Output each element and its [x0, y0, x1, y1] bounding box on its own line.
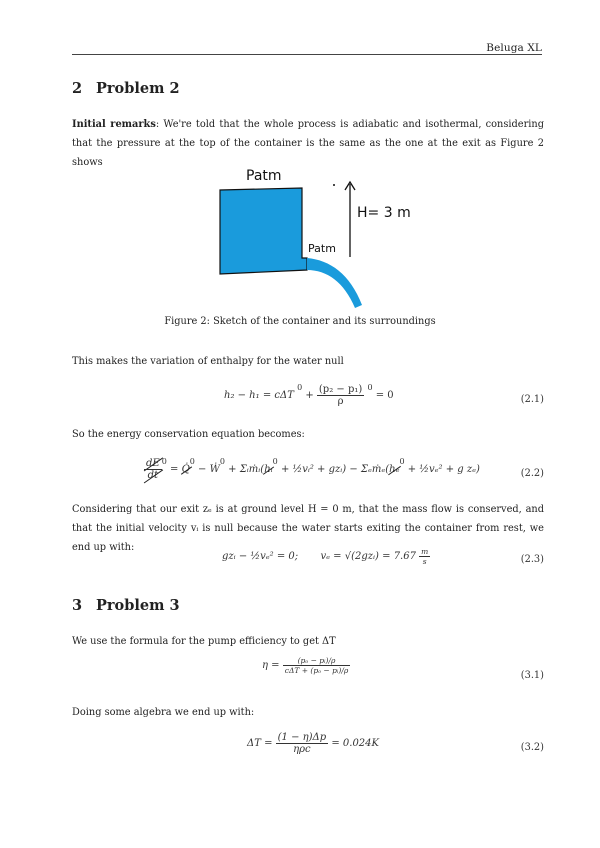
eq-2-1-lhs: h₂ − h₁ = cΔT — [224, 390, 294, 401]
section-3-heading — [72, 597, 180, 614]
container-sketch-svg — [212, 162, 411, 312]
eq-2-1-fraction — [317, 384, 364, 407]
eq-3-1-denominator: cΔT + (pₒ − pᵢ)/ρ — [284, 666, 349, 675]
equation-2-2: $\frac{dE}{dt}$ $^0$ = Q̇$^0$ − Ẇ$^0$ + Σᵢṁᵢ(hᵢ$^0$ + ½vᵢ² + gzᵢ) − Σₑṁₑ(hₑ$^0$ + ½vₑ² + g zₑ) (2.2) — [146, 457, 544, 481]
eq-2-3-unit: $\frac{m}{s}$ — [421, 547, 429, 566]
figure-2-sketch — [212, 162, 411, 312]
figure-2-caption: Figure 2: Sketch of the container and its surroundings — [164, 316, 436, 327]
section-3-number: 3 — [72, 597, 83, 614]
eq-2-2-work: − Ẇ — [198, 464, 220, 475]
container-water-shape — [220, 188, 307, 274]
eq-2-3-number: (2.3) — [520, 554, 544, 565]
eq-2-3-left: gzᵢ − ½vₑ² = 0; — [222, 551, 299, 562]
eq-3-2-numerator: (1 − η)Δp — [277, 732, 327, 743]
eq-3-2-lhs: ΔT = — [247, 738, 273, 749]
eq-3-2-fraction — [276, 732, 329, 755]
section-3-title: Problem 3 — [96, 597, 180, 614]
eq-2-2-lhs-den: dt — [144, 469, 162, 481]
header-rule — [72, 54, 542, 55]
running-header: Beluga XL — [486, 42, 542, 54]
equation-2-1: h₂ − h₁ = cΔT $^0$ + $\frac{\text{(p₂ − p₁)}}{\rho}$ $^0$ = 0 (2.1) — [224, 383, 544, 407]
top-pressure-label: Patm — [246, 168, 282, 184]
eq-3-2-rhs: = 0.024K — [331, 738, 379, 749]
eq-2-2-lhs-fraction — [144, 458, 162, 481]
enthalpy-paragraph: This makes the variation of enthalpy for the water null — [72, 356, 344, 367]
section-2-title: Problem 2 — [96, 80, 180, 97]
eq-3-2-denominator: ηρc — [276, 743, 329, 755]
eq-3-2-number: (3.2) — [520, 742, 544, 753]
initial-remarks-label: Initial remarks — [72, 119, 156, 130]
section-2-heading — [72, 80, 180, 97]
eq-2-1-numerator: (p₂ − p₁) — [318, 384, 363, 395]
equation-3-2 — [72, 730, 544, 770]
equation-3-1 — [72, 656, 544, 696]
algebra-paragraph: Doing some algebra we end up with: — [72, 707, 255, 718]
eq-3-1-fraction — [283, 656, 351, 675]
eq-2-1-rhs: = 0 — [375, 390, 394, 401]
water-jet-shape — [307, 258, 362, 308]
eq-3-1-numerator: (pₒ − pᵢ)/ρ — [297, 656, 336, 665]
initial-remarks-text: : We're told that the whole process is adiabatic and isothermal, considering that the pressure at the top of the container is the same as the one at the exit as Figure 2 shows — [72, 119, 544, 168]
eq-2-2-number: (2.2) — [520, 468, 544, 479]
height-arrow-dot — [333, 184, 335, 186]
eq-2-1-denominator: ρ — [317, 395, 364, 407]
eq-2-2-lhs-num: dE — [146, 458, 160, 469]
eq-3-1-number: (3.1) — [520, 670, 544, 681]
exit-paragraph: Considering that our exit zₑ is at ground level H = 0 m, that the mass flow is conserved, and that the initial velocity vᵢ is null because the water starts exiting the container from rest, we end up with: — [72, 504, 544, 553]
eq-2-2-heat: Q̇ — [181, 464, 190, 475]
eq-2-1-number: (2.1) — [520, 394, 544, 405]
eq-3-1-lhs: η = — [262, 660, 280, 671]
exit-pressure-label: Patm — [308, 242, 336, 255]
energy-paragraph: So the energy conservation equation becomes: — [72, 429, 305, 440]
section-2-number: 2 — [72, 80, 83, 97]
eq-2-3-right: vₑ = √(2gzᵢ) = 7.67 — [320, 551, 416, 562]
height-label: H= 3 m — [357, 205, 411, 221]
equation-2-3 — [72, 545, 544, 585]
pump-paragraph: We use the formula for the pump efficiency to get ΔT — [72, 636, 336, 647]
